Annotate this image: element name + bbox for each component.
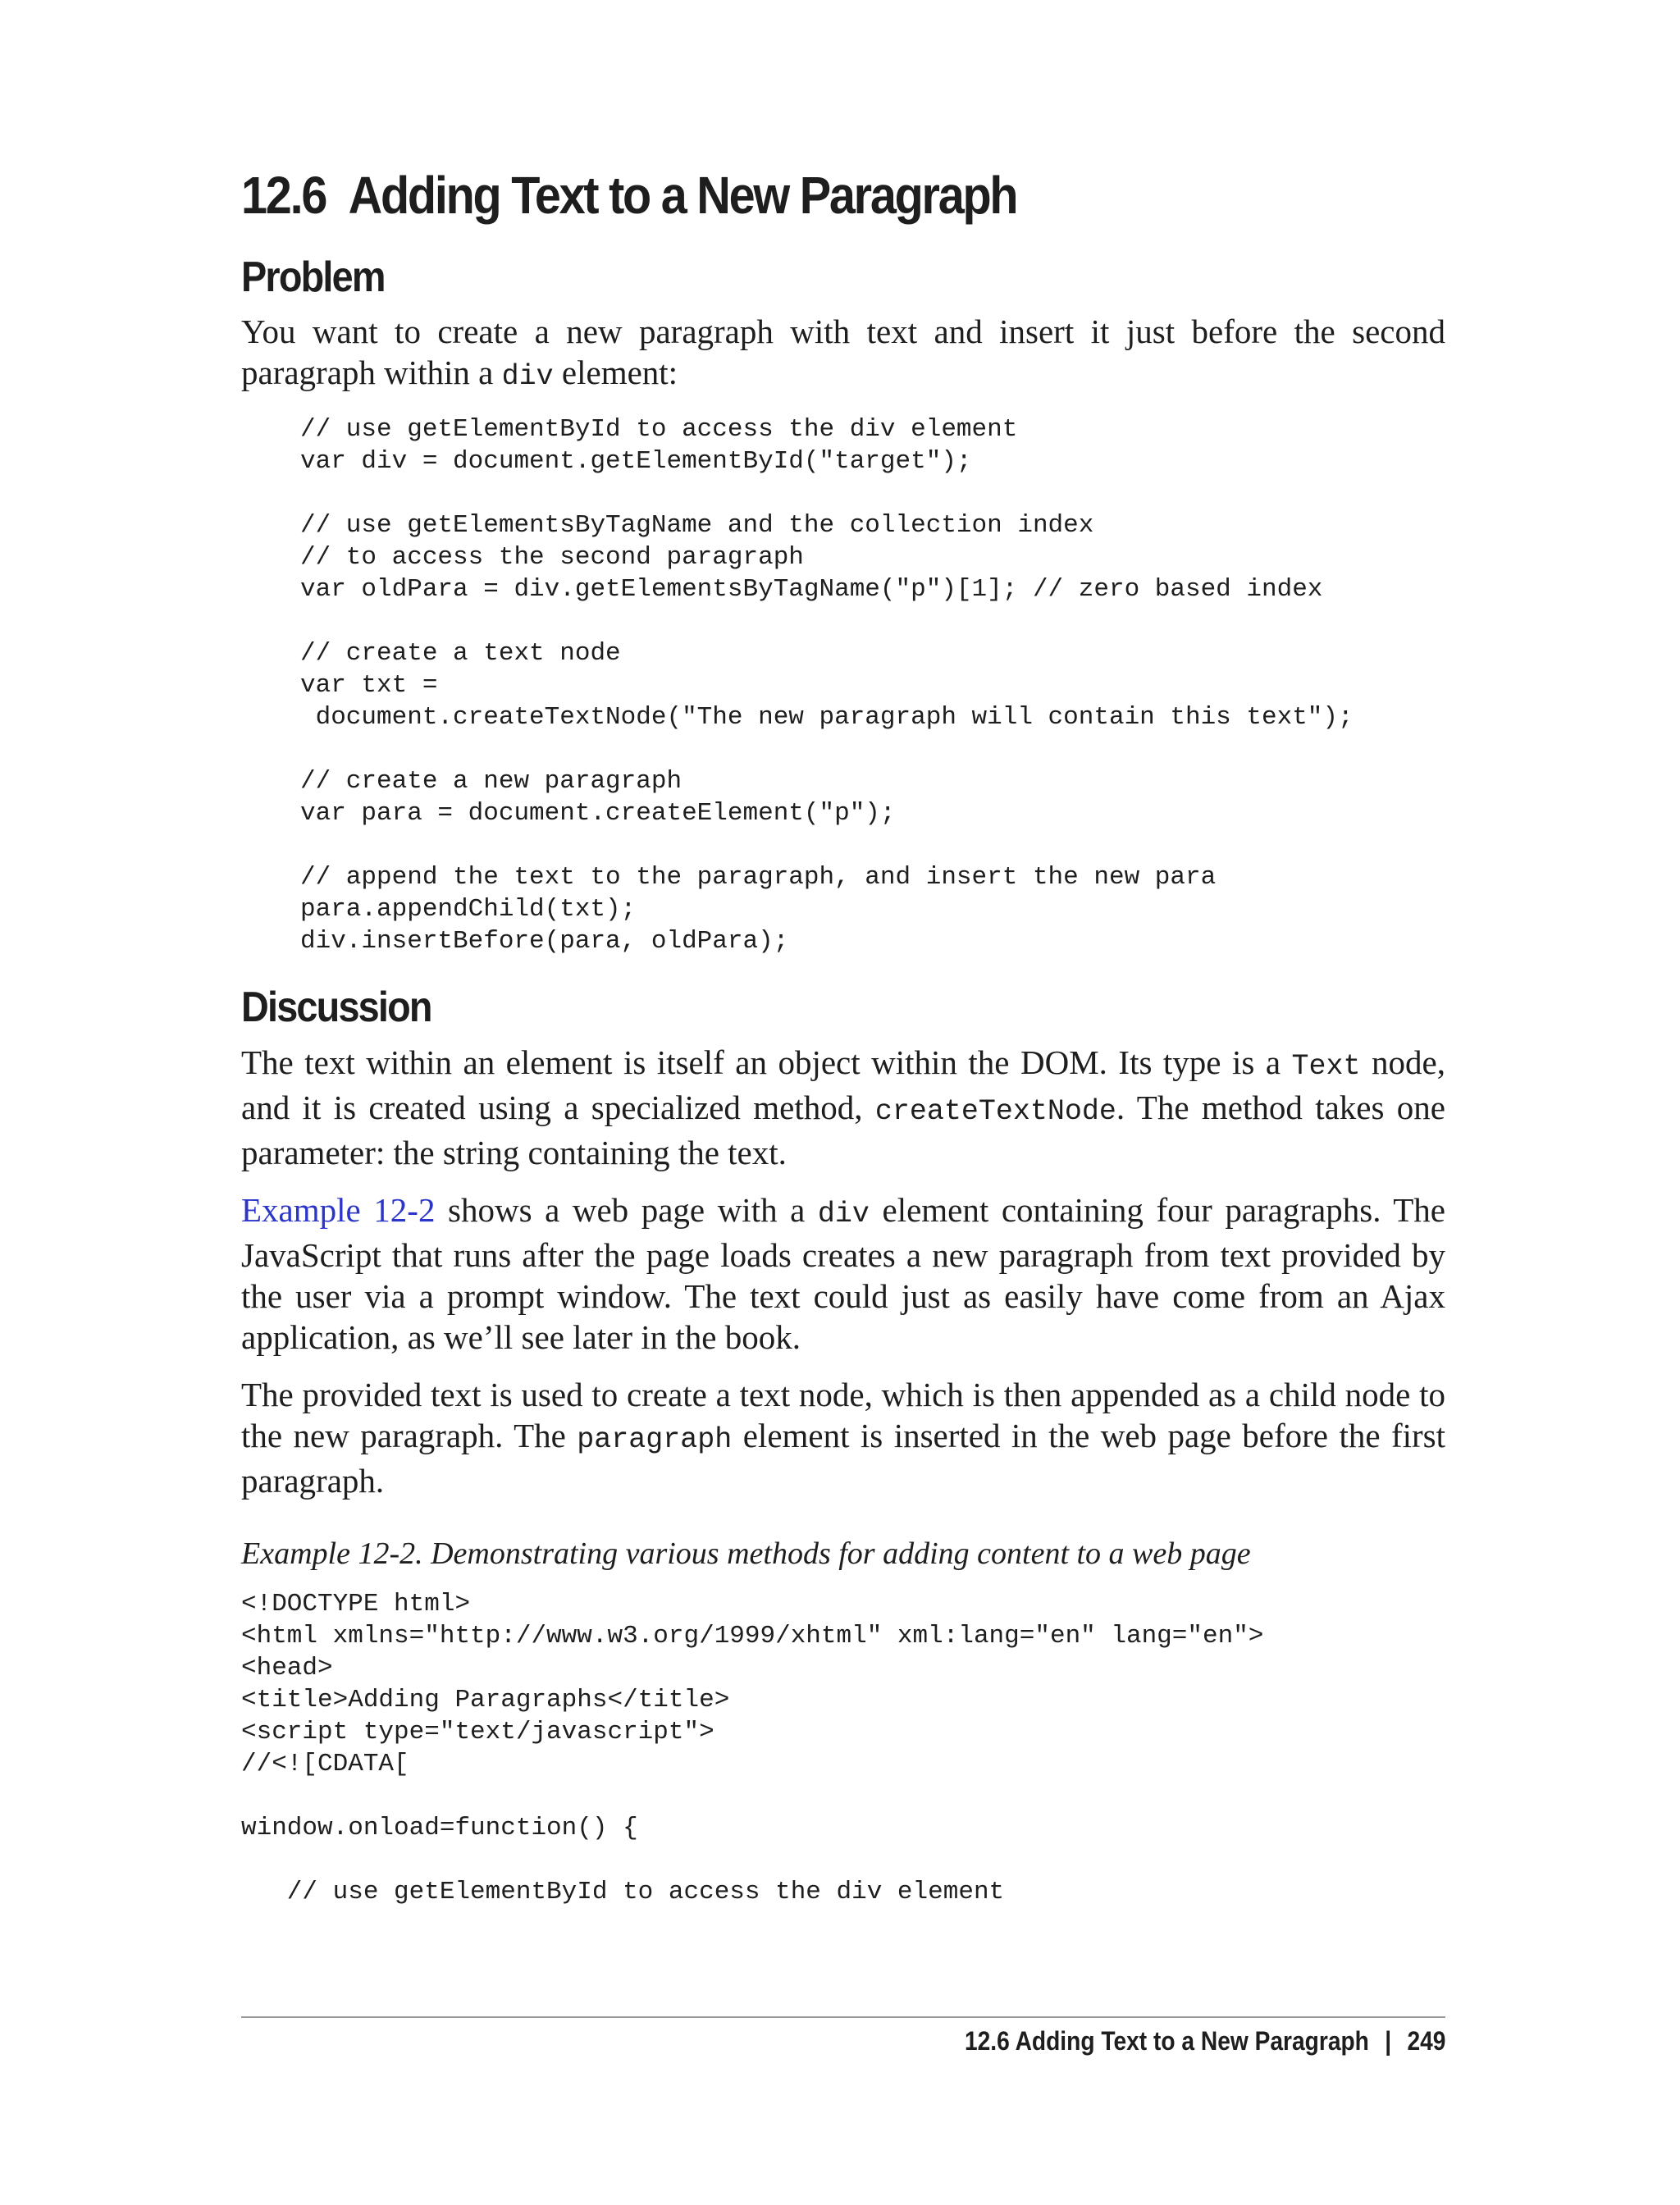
footer-divider — [241, 2016, 1445, 2018]
section-number: 12.6 — [241, 166, 326, 225]
example-link[interactable]: Example 12-2 — [241, 1190, 436, 1229]
footer-separator: | — [1384, 2026, 1391, 2056]
inline-code: div — [501, 360, 554, 394]
inline-code: createTextNode — [874, 1094, 1116, 1128]
page-number: 249 — [1407, 2026, 1445, 2056]
inline-code: Text — [1291, 1049, 1361, 1083]
example-caption: Example 12-2. Demonstrating various methods for adding content to a web page — [241, 1536, 1251, 1571]
discussion-paragraph-2: Example 12-2 shows a web page with a div element containing four paragraphs. The JavaScript that runs after the page loads creates a new paragraph from text provided by the user via a prompt window. The text could just as easily have come from an Ajax application, as we’ll see later in the book. — [241, 1190, 1446, 1356]
page-footer — [965, 2026, 1445, 2057]
inline-code: div — [817, 1197, 870, 1230]
discussion-paragraph-1: The text within an element is itself an object within the DOM. Its type is a Text node, and it is created using a specialized method, createTextNode. The method takes one parameter: the string containing the text. — [241, 1043, 1445, 1171]
footer-section-label: 12.6 Adding Text to a New Paragraph — [964, 2026, 1369, 2056]
page-content — [241, 164, 1445, 1908]
discussion-paragraph-3: The provided text is used to create a text node, which is then appended as a child node to the new paragraph. The paragraph element is inserted in the web page before the first paragraph. — [241, 1375, 1446, 1500]
problem-heading: Problem — [241, 253, 385, 301]
example-code-block: <!DOCTYPE html> <html xmlns="http://www.w3.org/1999/xhtml" xml:lang="en" lang="en"> <head> <title>Adding Paragraphs</title> <script type="text/javascript"> //<![CDATA[ window.onload=function() { // use getElementById to access the div element — [241, 1589, 1264, 1906]
inline-code: paragraph — [577, 1422, 733, 1456]
problem-text: You want to create a new paragraph with text and insert it just before the second paragraph within a div element: — [241, 313, 1445, 394]
section-title-text: Adding Text to a New Paragraph — [348, 166, 1017, 225]
section-title — [241, 164, 1325, 227]
discussion-heading: Discussion — [241, 984, 431, 1032]
problem-code-block: // use getElementById to access the div element var div = document.getElementById("target"); // use getElementsByTagName and the collection index // to access the second paragraph var oldPara = div.getElementsByTagName("p")[1]; // zero based index // create a text node var txt = document.createTextNode("The new paragraph will contain this text"); // create a new paragraph var para = document.createElement("p"); // append the text to the paragraph, and insert the new para para.appendChild(txt); div.insertBefore(para, oldPara); — [300, 415, 1354, 956]
